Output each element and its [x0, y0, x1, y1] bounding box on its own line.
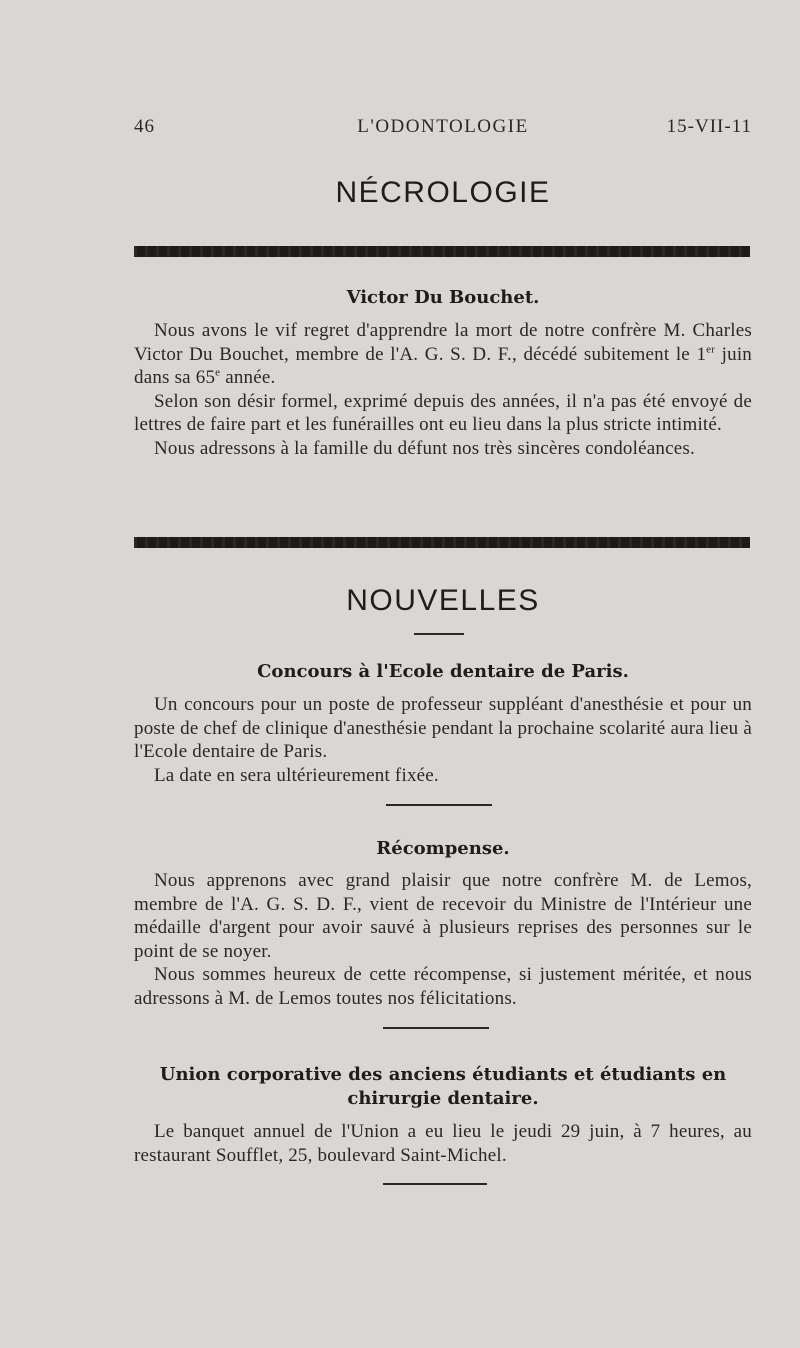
- divider-rule-3: [383, 1183, 487, 1185]
- obituary-heading: Victor Du Bouchet.: [346, 287, 540, 308]
- nouvelles-title: NOUVELLES: [346, 584, 540, 617]
- concours-heading: Concours à l'Ecole dentaire de Paris.: [257, 661, 629, 682]
- necrologie-title: NÉCROLOGIE: [335, 176, 551, 209]
- obituary-paragraph-3: Nous adressons à la famille du défunt nos très sincères condoléances.: [154, 437, 695, 459]
- recompense-paragraph-2: Nous sommes heureux de cette récompense, si justement méritée, et nous adressons à M. de Lemos toutes nos félicitations.: [134, 964, 752, 1009]
- obituary-text: [134, 319, 752, 460]
- union-heading: Union corporative des anciens étudiants et étudiants en chirurgie dentaire.: [159, 1064, 727, 1109]
- union-text: [134, 1120, 752, 1167]
- concours-text: [134, 693, 752, 787]
- obituary-paragraph-1: Nous avons le vif regret d'apprendre la mort de notre confrère M. Charles Victor Du Bouchet, membre de l'A. G. S. D. F., décédé subitement le 1er juin dans sa 65e année.: [134, 320, 753, 388]
- divider-rule-2: [383, 1027, 489, 1029]
- necrologie-thick-rule: [134, 246, 750, 257]
- running-head: [134, 116, 752, 140]
- concours-paragraph-2: La date en sera ultérieurement fixée.: [154, 764, 439, 786]
- recompense-heading: Récompense.: [376, 838, 510, 859]
- divider-rule-1: [386, 804, 492, 806]
- concours-paragraph-1: Un concours pour un poste de professeur suppléant d'anesthésie et pour un poste de chef de clinique d'anesthésie pendant la prochaine scolarité aura lieu à l'Ecole dentaire de Paris.: [134, 694, 752, 762]
- nouvelles-thick-rule: [134, 537, 750, 548]
- recompense-paragraph-1: Nous apprenons avec grand plaisir que notre confrère M. de Lemos, membre de l'A. G. S. D. F., vient de recevoir du Ministre de l'Intérieur une médaille d'argent pour avoir sauvé à plusieurs reprises des personnes sur le point de se noyer.: [134, 870, 752, 962]
- journal-title: L'ODONTOLOGIE: [357, 116, 529, 137]
- union-paragraph-1: Le banquet annuel de l'Union a eu lieu le jeudi 29 juin, à 7 heures, au restaurant Soufflet, 25, boulevard Saint-Michel.: [134, 1121, 752, 1166]
- page-number: 46: [134, 116, 155, 137]
- nouvelles-short-rule: [414, 633, 464, 635]
- obituary-paragraph-2: Selon son désir formel, exprimé depuis des années, il n'a pas été envoyé de lettres de faire part et les funérailles ont eu lieu dans la plus stricte intimité.: [134, 390, 752, 435]
- issue-date: 15-VII-11: [666, 116, 752, 137]
- recompense-text: [134, 869, 752, 1010]
